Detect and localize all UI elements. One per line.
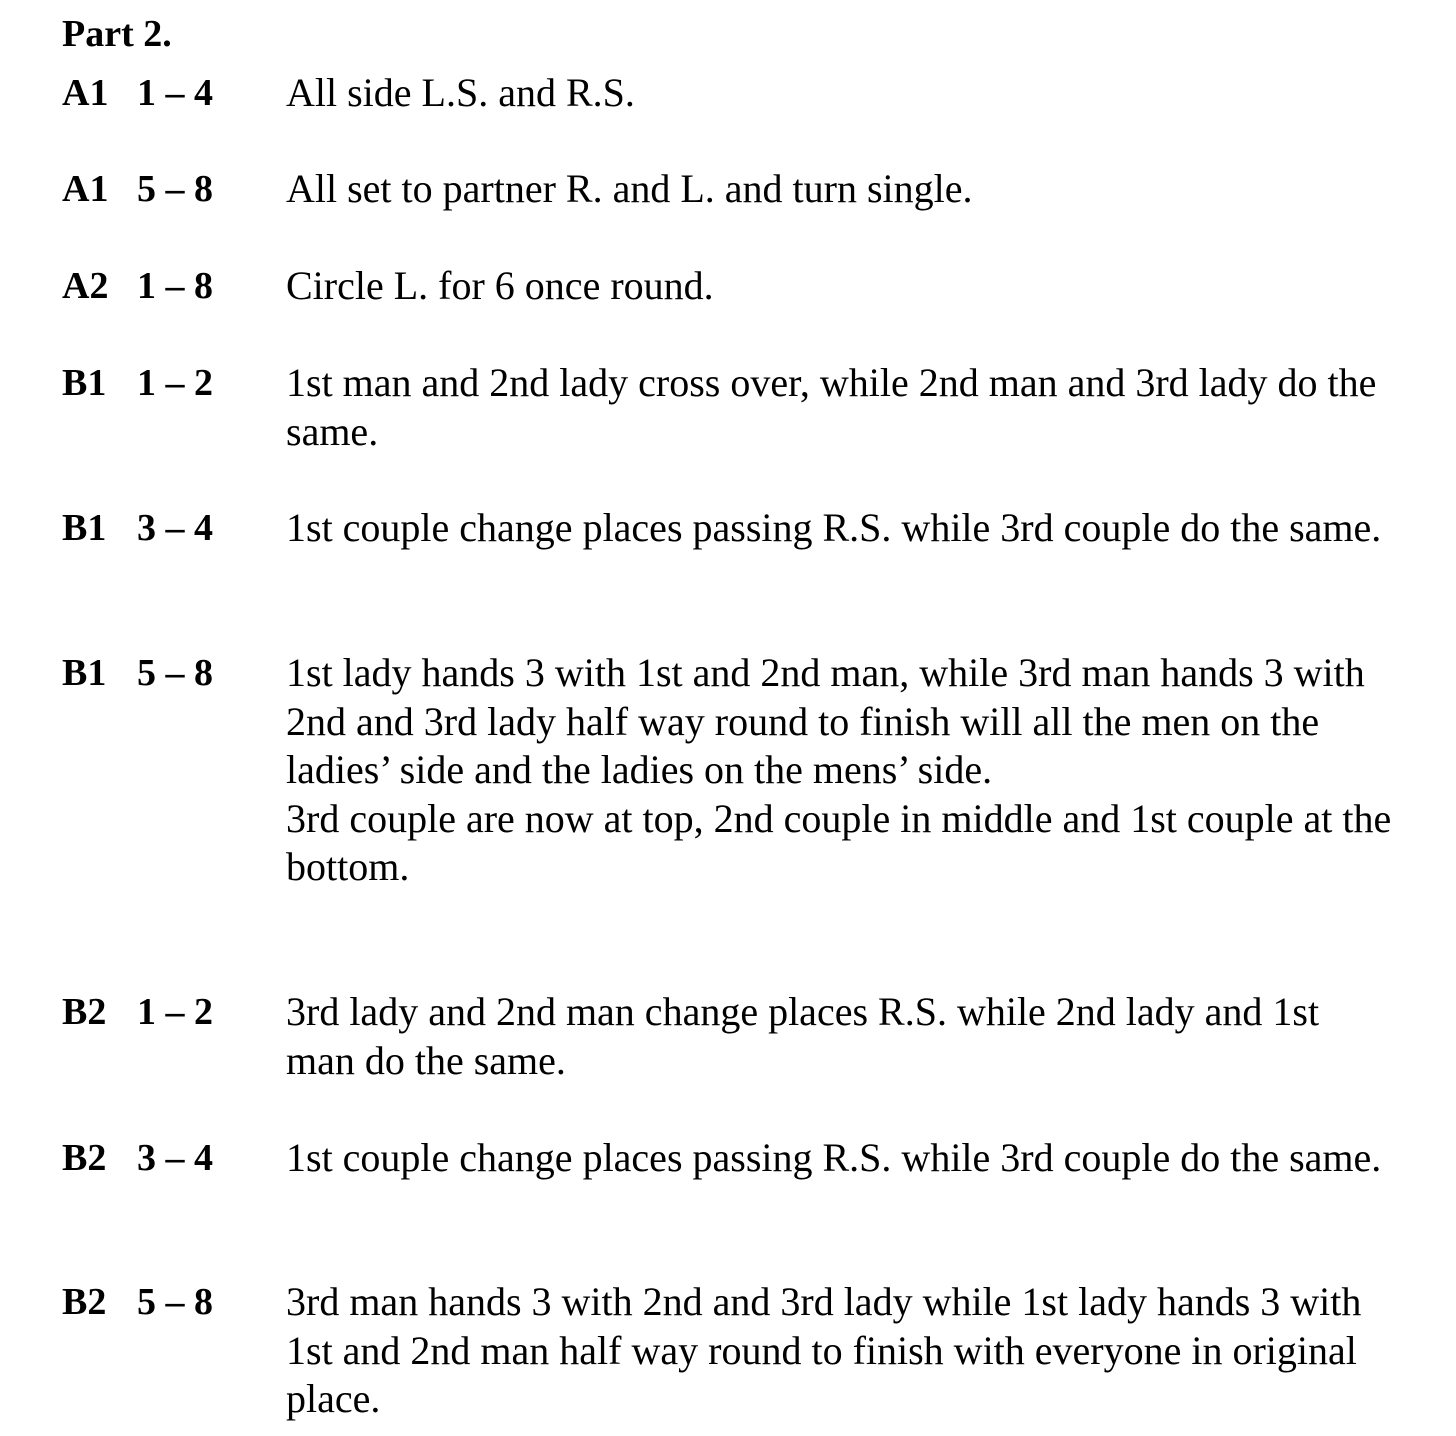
instruction-text (286, 165, 1396, 214)
bar-range: 3 – 4 (137, 507, 213, 549)
bar-range: 1 – 4 (137, 72, 213, 114)
instruction-line: 3rd lady and 2nd man change places R.S. while 2nd lady and 1st man do the same. (286, 989, 1320, 1083)
instruction-text (286, 649, 1396, 892)
figure-label: A2 (62, 265, 109, 307)
bar-range: 1 – 2 (137, 362, 213, 404)
bar-range: 5 – 8 (137, 652, 213, 694)
bar-range: 3 – 4 (137, 1137, 213, 1179)
instruction-line: All side L.S. and R.S. (286, 70, 635, 115)
instruction-text (286, 504, 1396, 553)
figure-label: B1 (62, 507, 107, 549)
figure-label: A1 (62, 72, 109, 114)
figure-label: B2 (62, 1281, 107, 1323)
figure-label: B1 (62, 652, 107, 694)
instruction-line: 1st man and 2nd lady cross over, while 2nd man and 3rd lady do the same. (286, 360, 1377, 454)
instruction-text (286, 69, 1396, 118)
instruction-text (286, 1134, 1396, 1183)
figure-label: B2 (62, 1137, 107, 1179)
instruction-line: 3rd couple are now at top, 2nd couple in middle and 1st couple at the bottom. (286, 795, 1392, 889)
instruction-text (286, 1278, 1396, 1424)
instruction-line: 1st couple change places passing R.S. while 3rd couple do the same. (286, 1135, 1382, 1180)
bar-range: 1 – 8 (137, 265, 213, 307)
instruction-line: All set to partner R. and L. and turn single. (286, 166, 973, 211)
instruction-text (286, 988, 1396, 1085)
figure-label: B1 (62, 362, 107, 404)
part-title: Part 2. (62, 13, 172, 55)
instruction-text (286, 359, 1396, 456)
instruction-line: 1st couple change places passing R.S. while 3rd couple do the same. (286, 505, 1382, 550)
bar-range: 1 – 2 (137, 991, 213, 1033)
instruction-line: 1st lady hands 3 with 1st and 2nd man, while 3rd man hands 3 with 2nd and 3rd lady half way round to finish will all the men on the ladies’ side and the ladies on the mens’ side. (286, 650, 1365, 792)
instruction-line: Circle L. for 6 once round. (286, 263, 714, 308)
bar-range: 5 – 8 (137, 168, 213, 210)
figure-label: B2 (62, 991, 107, 1033)
bar-range: 5 – 8 (137, 1281, 213, 1323)
instruction-line: 3rd man hands 3 with 2nd and 3rd lady while 1st lady hands 3 with 1st and 2nd man half way round to finish with everyone in original place. (286, 1279, 1362, 1421)
instruction-text (286, 262, 1396, 311)
figure-label: A1 (62, 168, 109, 210)
